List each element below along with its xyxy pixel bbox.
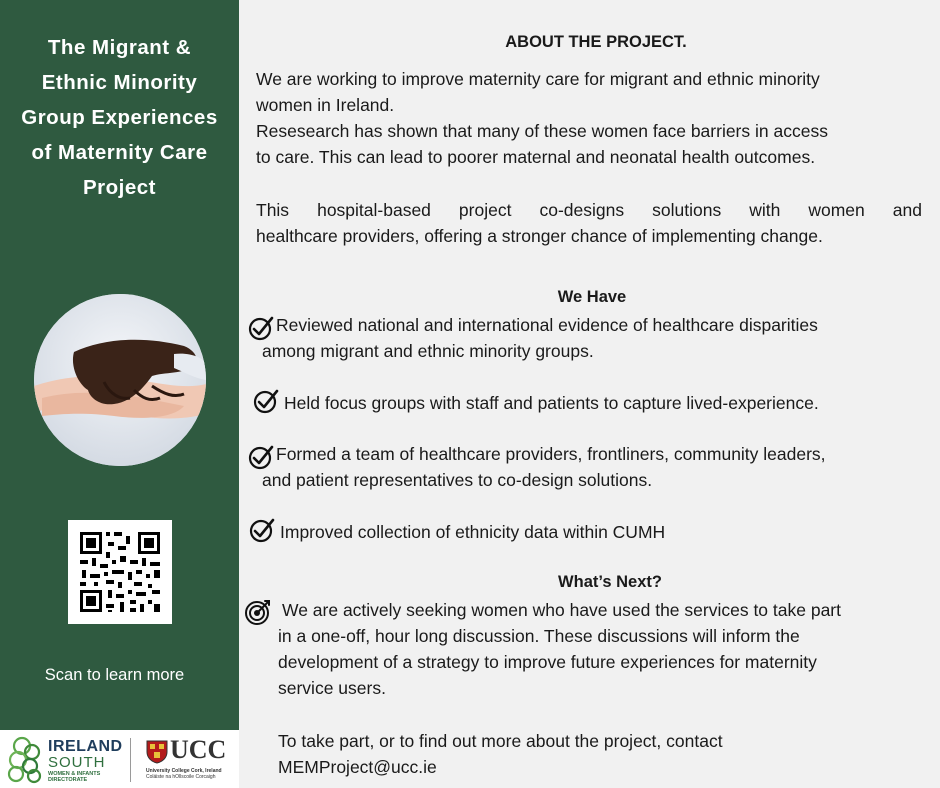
ireland-south-logo-line2: SOUTH: [48, 754, 106, 771]
ucc-logo-sub1: University College Cork, Ireland: [146, 768, 222, 774]
we-have-item-3: Formed a team of healthcare providers, frontliners, community leaders,: [276, 444, 826, 464]
target-icon: [244, 598, 272, 626]
qr-code[interactable]: [68, 520, 172, 624]
ucc-logo-sub2: Coláiste na hOllscoile Corcaigh: [146, 774, 216, 780]
about-paragraph-1: We are working to improve maternity care for migrant and ethnic minority women in Ireland. Resesearch has shown that many of these women face barriers in access to care. This can lead to poorer maternal and neonatal health outcomes.: [256, 69, 828, 167]
whats-next-heading: What’s Next?: [558, 573, 662, 591]
project-title: The Migrant & Ethnic Minority Group Experiences of Maternity Care Project: [21, 36, 218, 199]
checkmark-circle-icon: [253, 388, 279, 414]
footer-logos: [0, 730, 239, 788]
logo-divider: [130, 738, 131, 782]
checkmark-circle-icon: [249, 517, 275, 543]
contact-email[interactable]: MEMProject@ucc.ie: [278, 757, 437, 777]
sidebar: [0, 0, 239, 730]
ucc-crest-icon: [146, 740, 168, 764]
we-have-item-2: Held focus groups with staff and patients to capture lived-experience.: [284, 393, 819, 413]
about-heading: ABOUT THE PROJECT.: [505, 33, 687, 51]
whats-next-text: We are actively seeking women who have used the services to take part: [282, 600, 841, 620]
holding-hands-photo: [34, 294, 206, 466]
scan-to-learn-more: Scan to learn more: [44, 666, 185, 684]
we-have-item-3-cont: and patient representatives to co-design solutions.: [262, 470, 653, 490]
about-paragraph-2: This hospital-based project co-designs solutions with women and healthcare providers, offering a stronger chance of implementing change.: [256, 200, 922, 246]
contact-text: To take part, or to find out more about the project, contact MEMProject@ucc.ie: [278, 728, 922, 780]
we-have-heading: We Have: [557, 288, 627, 306]
we-have-item-1-cont: among migrant and ethnic minority groups.: [262, 341, 594, 361]
ireland-south-rings-icon: [6, 734, 46, 784]
ucc-logo-text: UCC: [170, 735, 227, 764]
ireland-south-logo-line1: IRELAND: [48, 738, 123, 755]
we-have-item-1: Reviewed national and international evidence of healthcare disparities: [276, 315, 818, 335]
we-have-item-4: Improved collection of ethnicity data within CUMH: [280, 522, 666, 542]
ireland-south-logo-sub: WOMEN & INFANTS DIRECTORATE: [48, 771, 101, 783]
whats-next-text-cont: in a one-off, hour long discussion. These discussions will inform the development of a strategy to improve future experiences for maternity service users.: [278, 626, 817, 698]
